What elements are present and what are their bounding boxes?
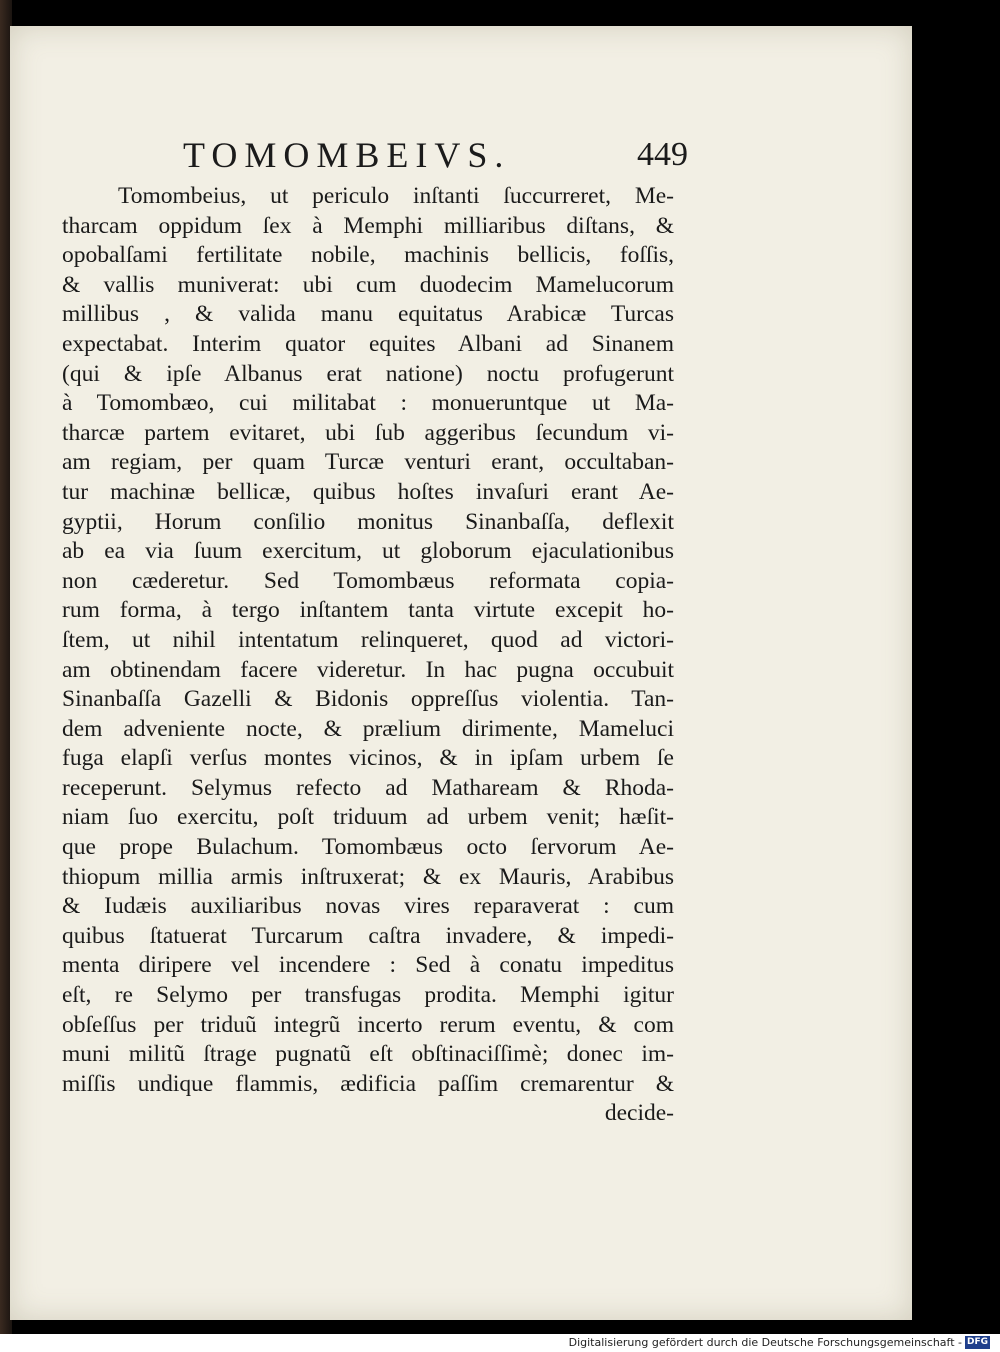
text-line: opobalſami fertilitate nobile, machinis bellicis, foſſis, [62, 242, 674, 269]
text-line: tur machinæ bellicæ, quibus hoſtes invaſuri erant Ae- [62, 478, 674, 505]
text-line: thiopum millia armis inſtruxerat; & ex Mauris, Arabibus [62, 863, 674, 890]
text-line: miſſis undique flammis, ædificia paſſim cremarentur & [62, 1070, 674, 1097]
text-line: niam ſuo exercitu, poſt triduum ad urbem venit; hæſit- [62, 804, 674, 831]
catchword-line: decide- [604, 1100, 674, 1127]
text-line: non cæderetur. Sed Tomombæus reformata copia- [62, 567, 674, 594]
text-line: am obtinendam facere videretur. In hac pugna occubuit [62, 656, 674, 683]
text-line: fuga elapſi verſus montes vicinos, & in ipſam urbem ſe [62, 745, 674, 772]
text-line: (qui & ipſe Albanus erat natione) noctu profugerunt [62, 360, 674, 387]
text-line: dem adveniente nocte, & prælium dirimente, Mameluci [62, 715, 674, 742]
text-line: ab ea via ſuum exercitum, ut globorum ejaculationibus [62, 538, 674, 565]
text-line: à Tomombæo, cui militabat : monueruntque ut Ma- [62, 390, 674, 417]
text-line: tharcam oppidum ſex à Memphi milliaribus diſtans, & [62, 212, 674, 239]
text-line: muni militũ ſtrage pugnatũ eſt obſtinaciſſimè; donec im- [62, 1041, 674, 1068]
text-line: Sinanbaſſa Gazelli & Bidonis oppreſſus violentia. Tan- [62, 686, 674, 713]
text-line: gyptii, Horum conſilio monitus Sinanbaſſa, deflexit [62, 508, 674, 535]
footer-bar [0, 1334, 1000, 1352]
text-line: eſt, re Selymo per transfugas prodita. Memphi igitur [62, 982, 674, 1009]
text-line: menta diripere vel incendere : Sed à conatu impeditus [62, 952, 674, 979]
page-header [183, 135, 688, 175]
text-line: Tomombeius, ut periculo inſtanti ſuccurreret, Me- [118, 183, 674, 209]
text-line: que prope Bulachum. Tomombæus octo ſervorum Ae- [62, 834, 674, 861]
body-text [62, 182, 674, 1129]
text-line: receperunt. Selymus refecto ad Mathaream & Rhoda- [62, 774, 674, 801]
page-number: 449 [637, 136, 688, 173]
text-line: obſeſſus per triduũ integrũ incerto rerum eventu, & com [62, 1011, 674, 1038]
text-line: & vallis muniverat: ubi cum duodecim Mamelucorum [62, 271, 674, 298]
text-line: ſtem, ut nihil intentatum relinqueret, quod ad victori- [62, 626, 674, 653]
text-line: millibus , & valida manu equitatus Arabicæ Turcas [62, 301, 674, 328]
text-line: expectabat. Interim quator equites Albani ad Sinanem [62, 330, 674, 357]
running-head: TOMOMBEIVS. [183, 135, 511, 175]
text-line: am regiam, per quam Turcæ venturi erant, occultaban- [62, 449, 674, 476]
text-line: rum forma, à tergo inſtantem tanta virtute excepit ho- [62, 597, 674, 624]
text-line: & Iudæis auxiliaribus novas vires reparaverat : cum [62, 893, 674, 920]
text-line: quibus ſtatuerat Turcarum caſtra invadere, & impedi- [62, 922, 674, 949]
text-line: tharcæ partem evitaret, ubi ſub aggeribus ſecundum vi- [62, 419, 674, 446]
dfg-logo[interactable]: DFG [966, 1337, 988, 1347]
funding-credit: Digitalisierung gefördert durch die Deutsche Forschungsgemeinschaft - [568, 1336, 962, 1349]
